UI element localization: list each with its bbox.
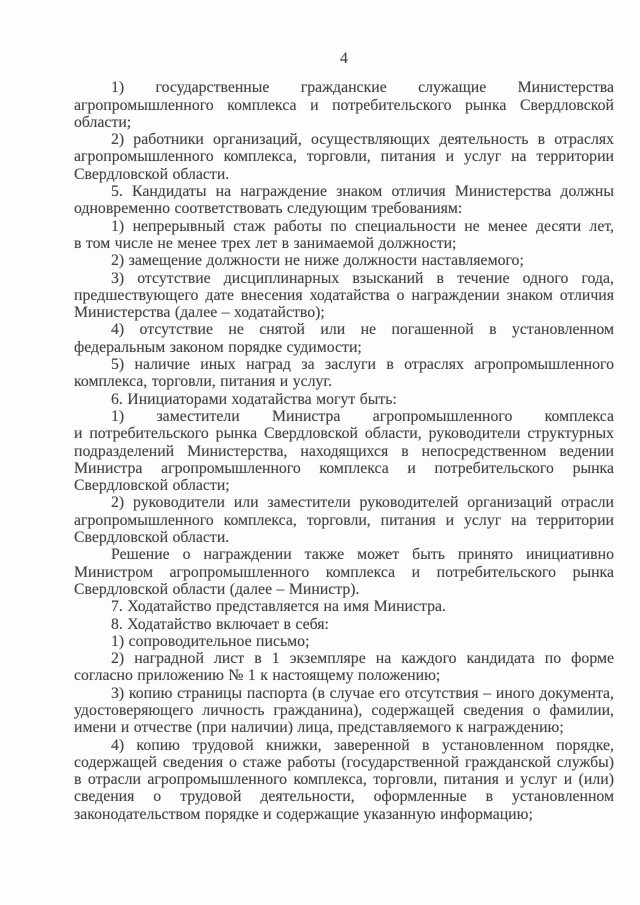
paragraph-1: 1) государственные гражданские служащие Министерства агропромышленного комплекса и потребительского рынка Свердловской области; <box>74 79 614 131</box>
paragraph-3: 5. Кандидаты на награждение знаком отличия Министерства должны одновременно соответствовать следующим требованиям: <box>74 183 614 218</box>
paragraph-2: 2) работники организаций, осуществляющих деятельность в отраслях агропромышленного комплекса, торговли, питания и услуг на территории Свердловской области. <box>74 131 614 183</box>
text-block <box>74 79 614 823</box>
paragraph-8: 5) наличие иных наград за заслуги в отраслях агропромышленного комплекса, торговли, питания и услуг. <box>74 356 614 391</box>
text-column <box>74 50 614 823</box>
paragraph-10: 1) заместители Министра агропромышленного комплекса и потребительского рынка Свердловской области, руководители структурных подразделений Министерства, находящихся в непосредственном ведении Министра агропромышленного комплекса и потребительского рынка Свердловской области; <box>74 407 614 495</box>
paragraph-16: 2) наградной лист в 1 экземпляре на каждого кандидата по форме согласно приложению № 1 к настоящему положению; <box>74 650 614 685</box>
paragraph-18: 4) копию трудовой книжки, заверенной в установленном порядке, содержащей сведения о стаже работы (государственной гражданской службы) в отрасли агропромышленного комплекса, торговли, питания и услуг и (или) сведения о трудовой деятельности, оформленные в установленном законодательством порядке и содержащие указанную информацию; <box>74 736 614 823</box>
paragraph-4: 1) непрерывный стаж работы по специальности не менее десяти лет, в том числе не менее трех лет в занимаемой должности; <box>74 217 614 252</box>
paragraph-15: 1) сопроводительное письмо; <box>111 632 310 650</box>
paragraph-9: 6. Инициаторами ходатайства могут быть: <box>111 390 397 408</box>
paragraph-7: 4) отсутствие не снятой или не погашенной в установленном федеральным законом порядке судимости; <box>74 321 614 356</box>
paragraph-13: 7. Ходатайство представляется на имя Министра. <box>111 598 446 616</box>
paragraph-6: 3) отсутствие дисциплинарных взысканий в течение одного года, предшествующего дате внесения ходатайства о награждении знаком отличия Министерства (далее – ходатайство); <box>74 269 614 322</box>
paragraph-14: 8. Ходатайство включает в себя: <box>111 615 329 633</box>
paragraph-12: Решение о награждении также может быть принято инициативно Министром агропромышленного комплекса и потребительского рынка Свердловской области (далее – Министр). <box>74 546 614 598</box>
paragraph-17: 3) копию страницы паспорта (в случае его отсутствия – иного документа, удостоверяющего личность гражданина), содержащей сведения о фамилии, имени и отчестве (при наличии) лица, представляемого к награждению; <box>74 684 614 737</box>
paragraph-11: 2) руководители или заместители руководителей организаций отрасли агропромышленного комплекса, торговли, питания и услуг на территории Свердловской области. <box>74 494 614 547</box>
paragraph-5: 2) замещение должности не ниже должности наставляемого; <box>111 252 524 270</box>
page-number: 4 <box>340 50 348 67</box>
